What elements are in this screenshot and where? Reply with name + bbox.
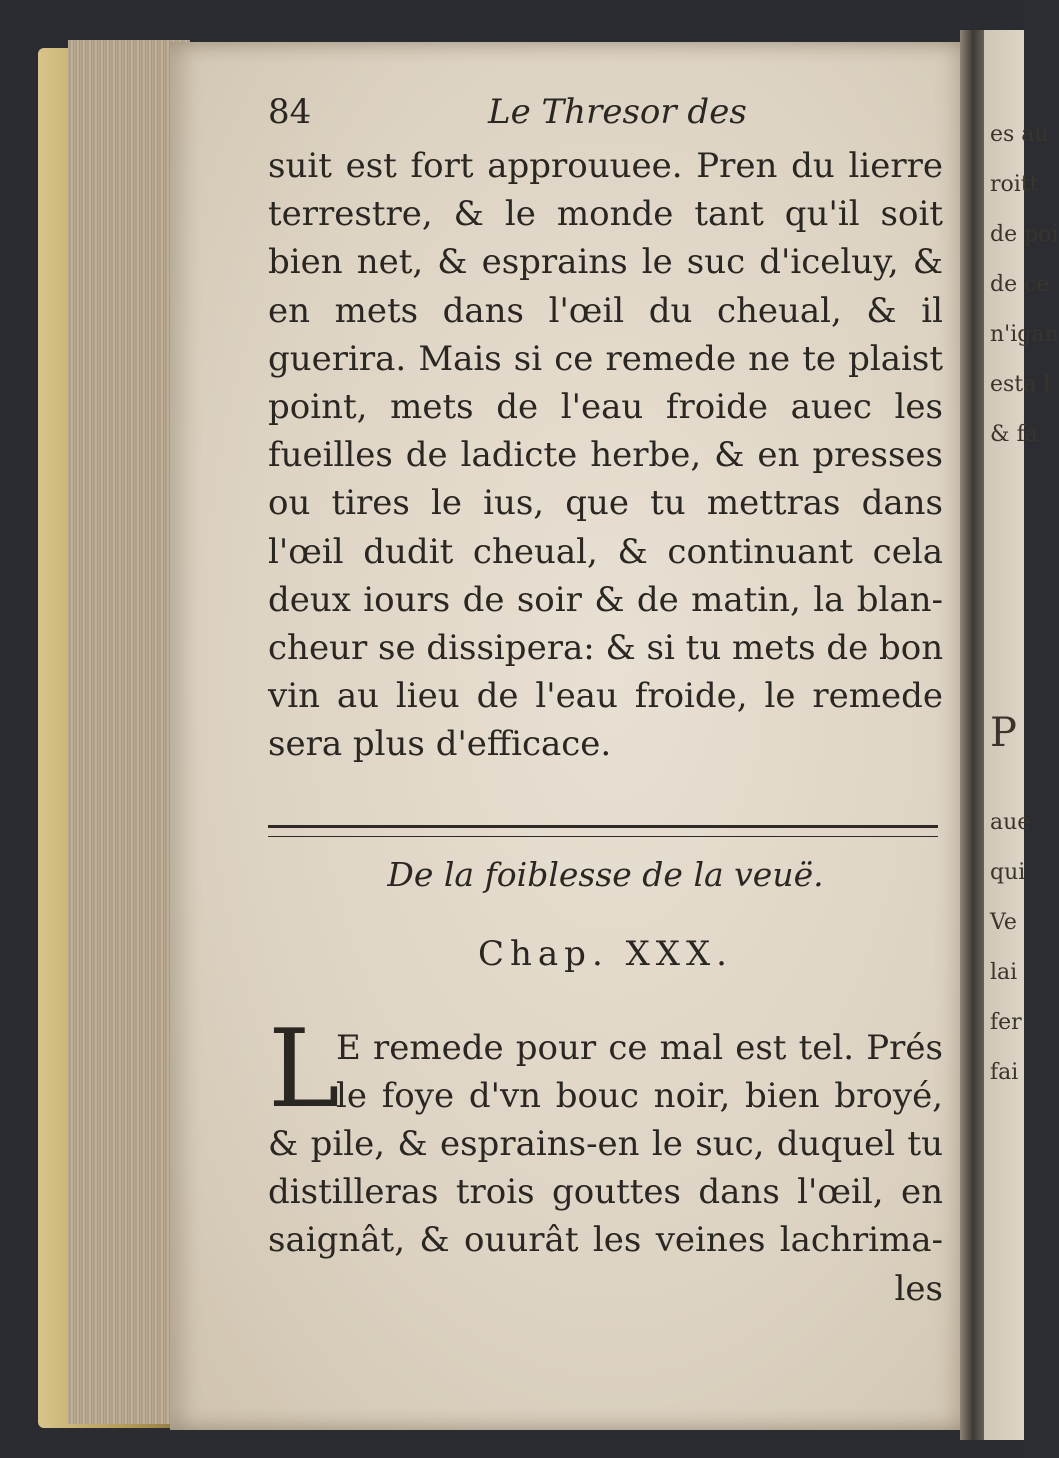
facing-fragment: P — [990, 710, 1017, 756]
facing-fragment: lai — [990, 960, 1018, 985]
text-line: en mets dans l'œil du cheual, & il — [268, 290, 943, 331]
facing-fragment: de poi — [990, 222, 1059, 247]
facing-fragment: roitt — [990, 172, 1039, 197]
page-text — [268, 92, 943, 1313]
paragraph-2 — [268, 1006, 943, 1313]
facing-fragment: n'igan — [990, 322, 1059, 347]
paragraph-1 — [268, 142, 943, 769]
text-line: deux iours de soir & de matin, la blan- — [268, 579, 943, 620]
chapter-heading: Chap. XXX. — [478, 933, 733, 974]
facing-fragment: esta l — [990, 372, 1051, 397]
facing-fragment: qui — [990, 860, 1026, 885]
text-line: bien net, & esprains le suc d'iceluy, & — [268, 242, 943, 283]
text-line: vin au lieu de l'eau froide, le remede — [268, 676, 943, 717]
facing-fragment: fai — [990, 1060, 1019, 1085]
page-number: 84 — [268, 92, 312, 132]
book-gutter — [960, 30, 986, 1440]
text-line: le foye d'vn bouc noir, bien broyé, — [336, 1075, 943, 1116]
text-line: point, mets de l'eau froide auec les — [268, 387, 943, 428]
text-line: sera plus d'efficace. — [268, 724, 612, 765]
section-title: De la foiblesse de la veuë. — [387, 854, 824, 894]
text-line: guerira. Mais si ce remede ne te plaist — [268, 338, 943, 379]
text-line: cheur se dissipera: & si tu mets de bon — [268, 628, 944, 669]
drop-cap: L — [268, 1006, 340, 1132]
text-line: ou tires le ius, que tu mettras dans — [268, 483, 943, 524]
facing-fragment: es au — [990, 122, 1049, 147]
text-line: saignât, & ouurât les veines lachrima- — [268, 1220, 943, 1261]
text-line: suit est fort approuuee. Pren du lierre — [268, 146, 943, 186]
running-head — [268, 92, 943, 142]
running-title: Le Thresor des — [488, 92, 747, 132]
section-divider — [268, 825, 938, 837]
facing-fragment: Ve — [990, 910, 1017, 935]
facing-fragment: fer — [990, 1010, 1022, 1035]
facing-page — [984, 30, 1059, 1440]
text-line: fueilles de ladicte herbe, & en presses — [268, 435, 943, 476]
facing-fragment: de ce — [990, 272, 1050, 297]
facing-fragment: aue — [990, 810, 1031, 835]
text-line: E remede pour ce mal est tel. Prés — [336, 1027, 943, 1068]
facing-fragment: & fa — [990, 422, 1038, 447]
catchword: les — [894, 1268, 943, 1309]
text-line: distilleras trois gouttes dans l'œil, en — [268, 1172, 943, 1213]
text-line: terrestre, & le monde tant qu'il soit — [268, 194, 943, 235]
text-line: & pile, & esprains-en le suc, duquel tu — [268, 1124, 943, 1165]
text-line: l'œil dudit cheual, & continuant cela — [268, 531, 943, 572]
